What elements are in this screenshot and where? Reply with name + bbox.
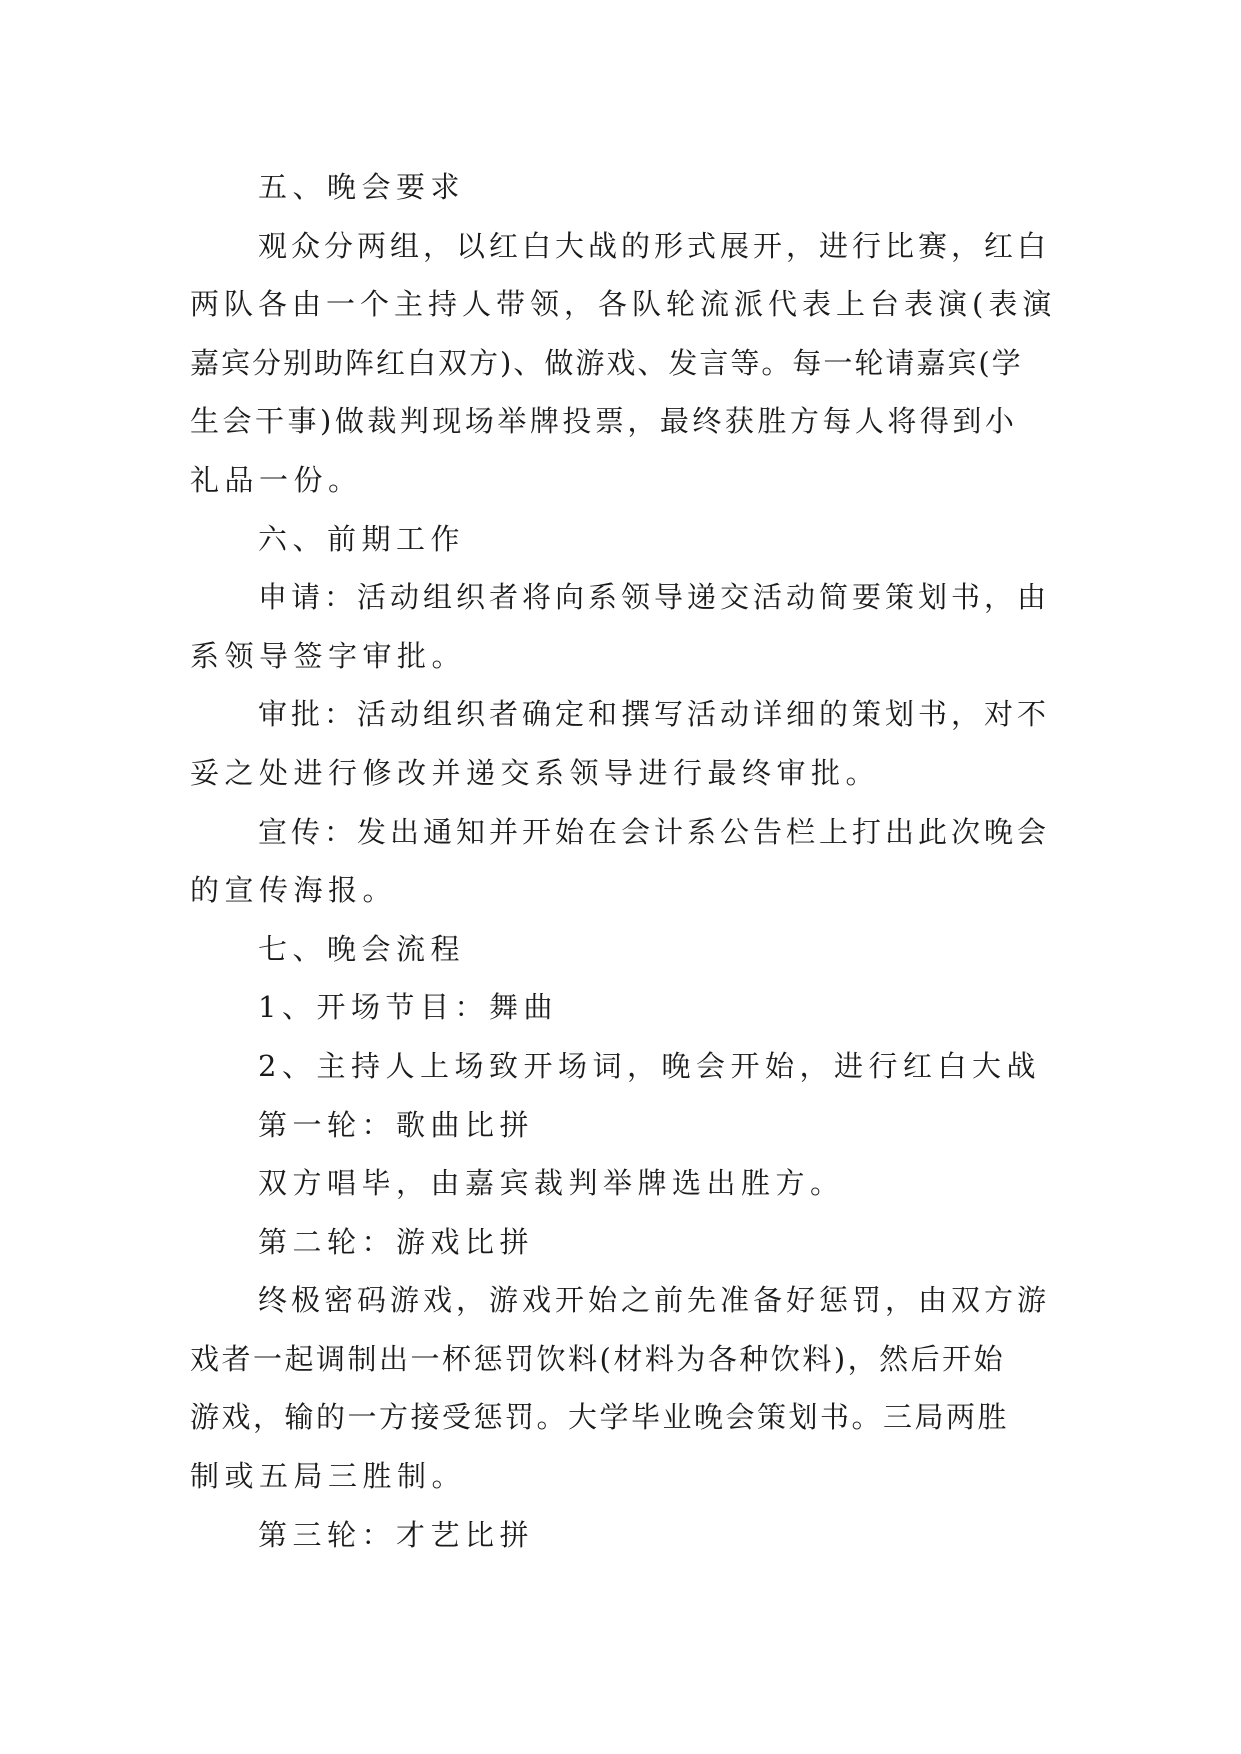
paragraph-line: 两队各由一个主持人带领，各队轮流派代表上台表演(表演 bbox=[190, 287, 1057, 322]
paragraph-line: 的宣传海报。 bbox=[190, 873, 398, 908]
round-heading: 第三轮：才艺比拼 bbox=[258, 1517, 535, 1552]
paragraph-line: 双方唱毕，由嘉宾裁判举牌选出胜方。 bbox=[258, 1166, 845, 1201]
paragraph-line: 礼品一份。 bbox=[190, 462, 363, 497]
heading-section-7: 七、晚会流程 bbox=[258, 931, 466, 966]
paragraph-line: 生会干事)做裁判现场举牌投票，最终获胜方每人将得到小 bbox=[190, 404, 1018, 439]
heading-section-6: 六、前期工作 bbox=[258, 521, 466, 556]
paragraph-line: 戏者一起调制出一杯惩罚饮料(材料为各种饮料)，然后开始 bbox=[190, 1341, 1006, 1376]
paragraph-line: 游戏，输的一方接受惩罚。大学毕业晚会策划书。三局两胜 bbox=[190, 1400, 1010, 1435]
paragraph-line: 妥之处进行修改并递交系领导进行最终审批。 bbox=[190, 755, 881, 790]
paragraph-line: 宣传：发出通知并开始在会计系公告栏上打出此次晚会 bbox=[258, 814, 1051, 849]
list-item: 1、开场节目：舞曲 bbox=[258, 990, 558, 1025]
paragraph-line: 审批：活动组织者确定和撰写活动详细的策划书，对不 bbox=[258, 697, 1051, 732]
list-item: 2、主持人上场致开场词，晚会开始，进行红白大战 bbox=[258, 1048, 1041, 1083]
paragraph-line: 观众分两组，以红白大战的形式展开，进行比赛，红白 bbox=[258, 228, 1051, 263]
paragraph-line: 制或五局三胜制。 bbox=[190, 1459, 467, 1494]
paragraph-line: 终极密码游戏，游戏开始之前先准备好惩罚，由双方游 bbox=[258, 1283, 1051, 1318]
paragraph-line: 系领导签字审批。 bbox=[190, 638, 467, 673]
document-body bbox=[190, 158, 1060, 1564]
round-heading: 第二轮：游戏比拼 bbox=[258, 1224, 535, 1259]
round-heading: 第一轮：歌曲比拼 bbox=[258, 1107, 535, 1142]
paragraph-line: 嘉宾分别助阵红白双方)、做游戏、发言等。每一轮请嘉宾(学 bbox=[190, 345, 1023, 380]
paragraph-line: 申请：活动组织者将向系领导递交活动简要策划书，由 bbox=[258, 580, 1051, 615]
heading-section-5: 五、晚会要求 bbox=[258, 170, 466, 204]
